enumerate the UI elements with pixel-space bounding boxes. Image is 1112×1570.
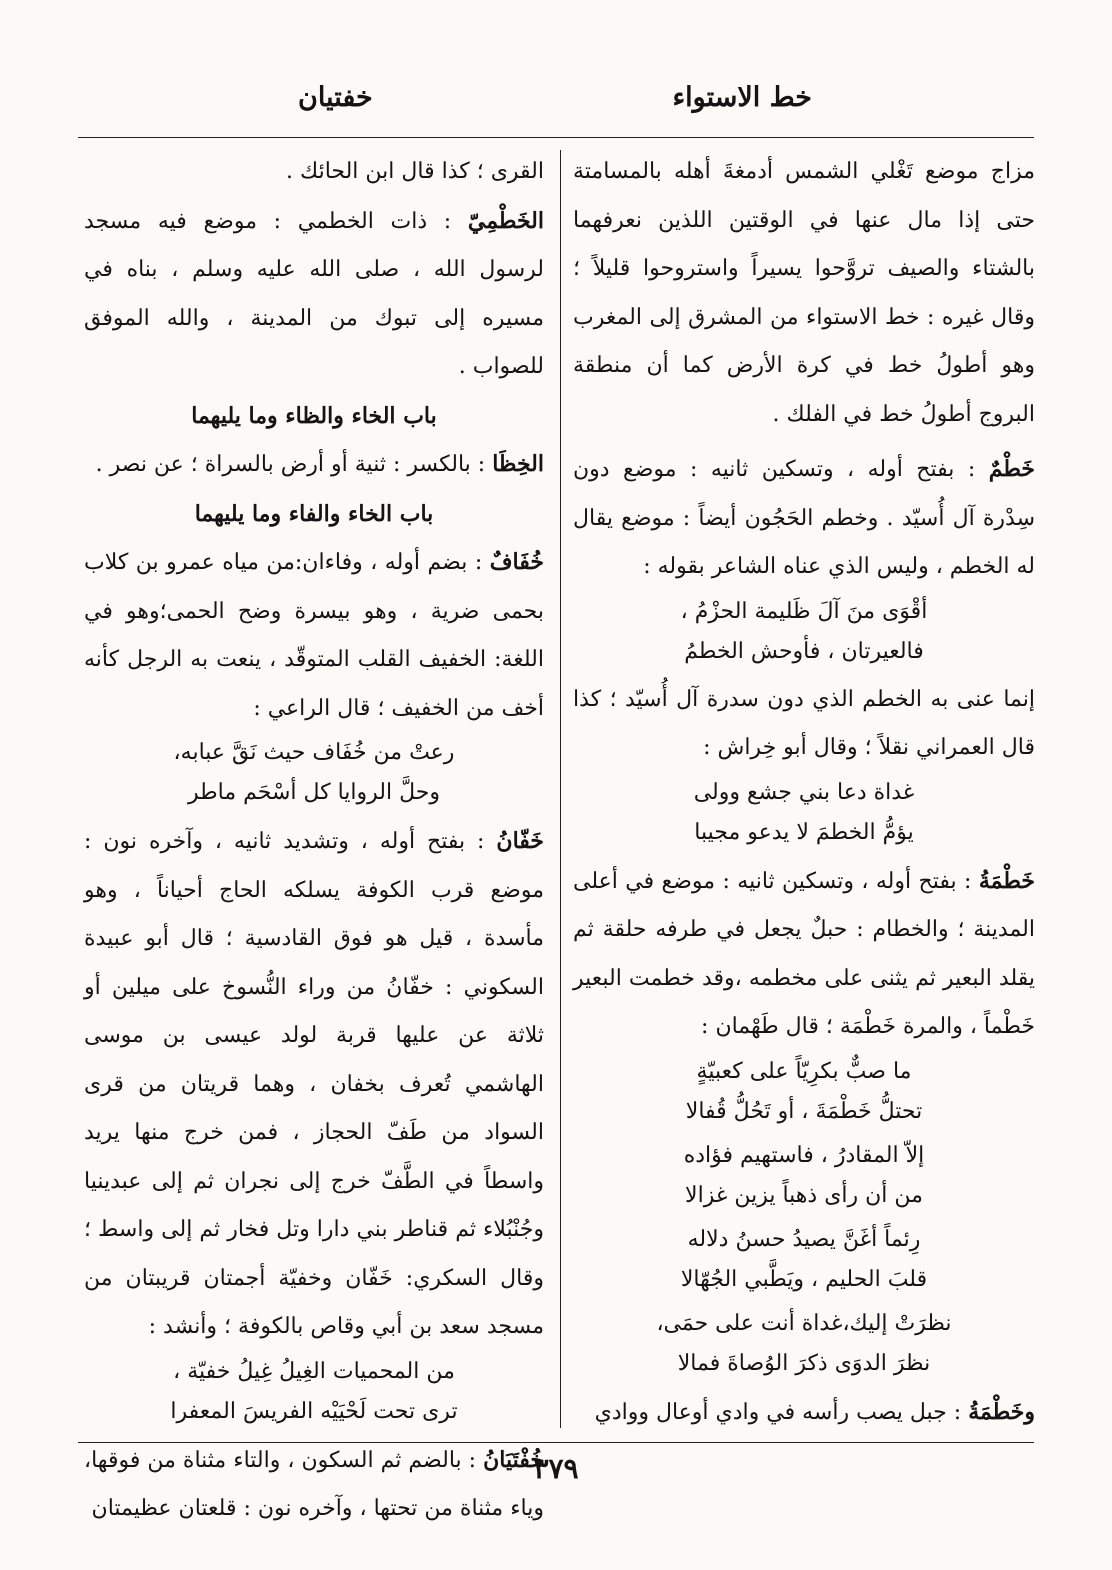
verse xyxy=(84,1352,544,1432)
entry-khiza xyxy=(84,440,544,490)
entry-text: إنما عنى به الخطم الذي دون سدرة آل أُسيّد ؛ كذا قال العمراني نقلاً ؛ وقال أبو خِراش : xyxy=(573,686,1035,760)
column-separator xyxy=(560,150,561,1428)
headword: خَطْمٌ xyxy=(988,456,1035,482)
top-rule xyxy=(78,137,1034,138)
headword: الخَطْمِيّ xyxy=(467,207,544,234)
entry-text: : بفتح أوله ، وتشديد ثانيه ، وآخره نون : موضع قرب الكوفة يسلكه الحاج أحياناً ، وهو مأسدة ، قيل هو فوق القادسية ؛ قال أبو عبيدة السكوني : خفّانُ من وراء النُّسوخ على ميلين أو ثلاثة عن عليها قربة لولد عيسى بن موسى الهاشمي تُعرف بخفان ، وهما قريتان من قرى السواد من طَفّ الحجاز ، فمن خرج منها يريد واسطاً في الطَّفّ خرج إلى نجران ثم إلى عبدينيا وجُنْبُلاء ثم قناطر بني دارا وتل فخار ثم إلى واسط ؛ وقال السكري: خَفّان وخفيّة أجمتان قريبتان من مسجد سعد بن أبي وقاص بالكوفة ؛ وأنشد : xyxy=(84,829,544,1339)
verse-line: أقْوَى منَ آلَ ظَليمة الحزْمُ ، xyxy=(680,598,928,624)
running-head-right: خط الاستواء xyxy=(672,82,812,113)
left-column xyxy=(84,148,544,1534)
section-heading: باب الخاء والظاء وما يليهما xyxy=(191,402,437,429)
entry-text: : ذات الخطمي : موضع فيه مسجد لرسول الله ، صلى الله عليه وسلم ، بناه في مسيره إلى تبوك من المدينة ، والله الموفق للصواب . xyxy=(84,208,544,379)
verse-line: ترى تحت لَحْيَيْه الفريسَ المعفرا xyxy=(170,1398,458,1424)
verse-line: إلاّ المقادرُ ، فاستهيم فؤاده xyxy=(683,1142,925,1168)
entry-text: : بفتح أوله ، وتسكين ثانيه : موضع دون سِدْرة آل أُسيّد . وخطم الحَجُون أيضاً : موضع يقال له الخطم ، وليس الذي عناه الشاعر بقوله : xyxy=(573,457,1035,579)
entry-continuation: مزاج موضع تَغْلي الشمس أدمغةَ أهله بالمسامتة حتى إذا مال عنها في الوقتين اللذين نعرفهما بالشتاء والصيف تروَّحوا يسيراً واستروحوا قليلاً ؛ وقال غيره : خط الاستواء من المشرق إلى المغرب وهو أطولُ خط في كرة الأرض كما أن منطقة البروج أطولُ خط في الفلك . xyxy=(573,159,1035,427)
verse-line: فالعيرتان ، فأوحش الخطمُ xyxy=(684,638,924,664)
verse-line: قلبَ الحليم ، ويَطَّبي الجُهّالا xyxy=(680,1266,928,1292)
verse-line: تحتلُّ خَطْمَةَ ، أو تَحُلُّ قُفالا xyxy=(685,1098,923,1124)
entry-khaffan xyxy=(84,817,544,1352)
right-column xyxy=(573,148,1035,1437)
entry-khatmi xyxy=(84,197,544,392)
entry-khatm xyxy=(573,445,1035,592)
section-heading: باب الخاء والفاء وما يليهما xyxy=(194,500,434,527)
entry-continuation: القرى ؛ كذا قال ابن الحائك . xyxy=(286,159,544,184)
verse-line: من المحميات الغِيلُ غِيلُ خفيّة ، xyxy=(173,1358,455,1384)
entry-text: : بضم أوله ، وفاءان:من مياه عمرو بن كلاب بحمى ضرية ، وهو بيسرة وضح الحمى؛وهو في اللغة: الخفيف القلب المتوقّد ، ينعت به الرجل كأنه أخف من الخفيف ؛ قال الراعي : xyxy=(84,550,544,721)
headword: الخِظَا xyxy=(492,451,544,477)
entry-text: : بفتح أوله ، وتسكين ثانيه : موضع في أعلى المدينة ؛ والخطام : حبلٌ يجعل في طرفه حلقة ثم يقلد البعير ثم يثنى على مخطمه ،وقد خطمت البعير خَطْماً ، والمرة خَطْمَة ؛ قال طَهْمان : xyxy=(573,868,1035,1039)
verse xyxy=(573,1304,1035,1384)
entry-khatma xyxy=(573,857,1035,1052)
verse-line: نظرَ الدوَى ذكرَ الوُصاةَ فمالا xyxy=(677,1350,931,1376)
verse-line: من أن رأى ذهباً يزين غزالا xyxy=(685,1182,923,1208)
verse xyxy=(573,1052,1035,1132)
verse-line: رِئماً أغَنَّ يصيدُ حسنُ دلاله xyxy=(687,1226,921,1252)
headword: وخَطْمَةُ xyxy=(968,1398,1035,1425)
verse-line: وحلَّ الروايا كل أسْحَم ماطر xyxy=(187,780,441,805)
verse-line: يؤمُّ الخطمَ لا يدعو مجيبا xyxy=(694,819,914,845)
running-head-left: خفتيان xyxy=(298,82,373,113)
headword: خَفّانُ xyxy=(496,828,544,854)
entry-text: : جبل يصب رأسه في وادي أوعال ووادي xyxy=(594,1399,962,1425)
verse xyxy=(573,1136,1035,1216)
entry-khatma-2 xyxy=(573,1388,1035,1438)
verse-line: نظرَتْ إليك،غداة أنت على حمَى، xyxy=(656,1310,952,1336)
verse-line: غداة دعا بني جشع وولى xyxy=(693,779,915,805)
verse-line: رعتْ من خُفَاف حيث نَقَّ عبابه، xyxy=(173,740,455,765)
verse-line: ما صبٌّ بكرِيّاً على كعبيّةٍ xyxy=(696,1058,912,1084)
page-number: ٣٧٩ xyxy=(533,1452,579,1485)
headword: خَطْمَةُ xyxy=(978,867,1035,894)
entry-text: : بالكسر : ثنية أو أرض بالسراة ؛ عن نصر . xyxy=(95,452,486,477)
entry-khufaf xyxy=(84,538,544,733)
verse xyxy=(84,733,544,813)
verse xyxy=(573,773,1035,853)
headword: خُفَافٌ xyxy=(489,549,544,575)
bottom-rule xyxy=(78,1442,1034,1443)
verse xyxy=(573,1220,1035,1300)
headword: خُفْتَيَانُ xyxy=(483,1446,545,1473)
entry-text: : بالضم ثم السكون ، والتاء مثناة من فوقها، وياء مثناة من تحتها ، وآخره نون : قلعتان عظيمتان xyxy=(84,1447,544,1521)
verse xyxy=(573,592,1035,672)
